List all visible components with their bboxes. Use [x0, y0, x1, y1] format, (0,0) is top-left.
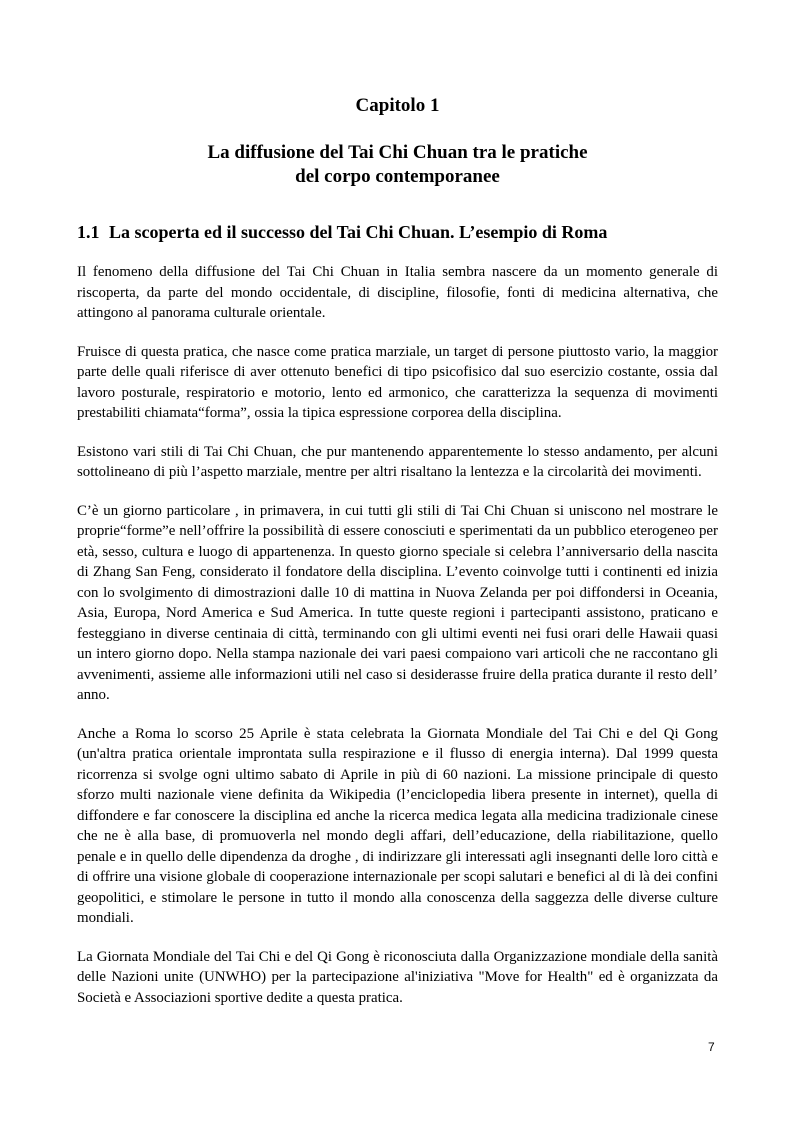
chapter-title: [77, 141, 718, 189]
paragraph-4: C’è un giorno particolare , in primavera, in cui tutti gli stili di Tai Chi Chuan si uniscono nel mostrare le proprie“forme”e nell’offrire la possibilità di essere conosciuti e sperimentati da un pubblico eterogeneo per età, sesso, cultura e luogo di appartenenza. In questo giorno speciale si celebra l’anniversario della nascita di Zhang San Feng, considerato il fondatore della disciplina. L’evento coinvolge tutti i continenti ed inizia con lo svolgimento di dimostrazioni dalle 10 di mattina in Nuova Zelanda per poi diffondersi in Oceania, Asia, Europa, Nord America e Sud America. In tutte queste regioni i partecipanti assistono, praticano e festeggiano in diverse centinaia di città, terminando con gli ultimi eventi nei fusi orari delle Hawaii quasi un intero giorno dopo. Nella stampa nazionale dei vari paesi compaiono vari articoli che ne raccontano gli avvenimenti, assieme alle informazioni utili nel caso si desiderasse fruire della pratica durante il resto dell’ anno.: [77, 502, 718, 703]
paragraph-5: Anche a Roma lo scorso 25 Aprile è stata celebrata la Giornata Mondiale del Tai Chi e del Qi Gong (un'altra pratica orientale improntata sulla respirazione e il flusso di energia interna). Dal 1999 questa ricorrenza si svolge ogni ultimo sabato di Aprile in più di 60 nazioni. La missione principale di questo sforzo multi nazionale viene definita da Wikipedia (l’enciclopedia libera presente in internet), quella di diffondere e far conoscere la disciplina ed anche la ricerca medica legata alla medicina tradizionale cinese che ne è alla base, di promuoverla nel mondo degli affari, dell’educazione, della riabilitazione, quello penale e in quello delle dipendenza da droghe , di indirizzare gli interessati agli insegnanti delle loro città e di offrire una visione globale di cooperazione internazionale per scopi salutari e benefici al di là dei confini geopolitici, e stimolare le persone in tutto il mondo alla conoscenza della saggezza delle diverse culture mondiali.: [77, 725, 718, 926]
paragraph-6: La Giornata Mondiale del Tai Chi e del Qi Gong è riconosciuta dalla Organizzazione mondiale della sanità delle Nazioni unite (UNWHO) per la partecipazione al'iniziativa "Move for Health" ed è organizzata da Società e Associazioni sportive dedite a questa pratica.: [77, 948, 718, 1006]
chapter-title-line-1: La diffusione del Tai Chi Chuan tra le pratiche: [207, 142, 588, 163]
section-number: 1.1: [77, 222, 100, 242]
paragraph-3: Esistono vari stili di Tai Chi Chuan, che pur mantenendo apparentemente lo stesso andamento, per alcuni sottolineano di più l’aspetto marziale, mentre per altri risaltano la lentezza e la circolarità dei movimenti.: [77, 443, 718, 480]
section-heading: [77, 222, 718, 243]
section-title: La scoperta ed il successo del Tai Chi Chuan. L’esempio di Roma: [109, 222, 608, 242]
document-page: [77, 0, 718, 1123]
chapter-title-line-2: del corpo contemporanee: [295, 166, 500, 187]
page-number: 7: [708, 1040, 715, 1054]
paragraph-1: Il fenomeno della diffusione del Tai Chi Chuan in Italia sembra nascere da un momento generale di riscoperta, da parte del mondo occidentale, di discipline, filosofie, fonti di medicina alternativa, che attingono al panorama culturale orientale.: [77, 264, 718, 321]
chapter-heading: Capitolo 1: [355, 95, 440, 116]
paragraph-2: Fruisce di questa pratica, che nasce come pratica marziale, un target di persone piuttosto vario, la maggior parte delle quali riferisce di aver ottenuto benefici di tipo psicofisico dal suo esercizio costante, ossia dal lavoro posturale, respiratorio e motorio, lento ed armonico, che caratterizza la sequenza di movimenti prestabiliti chiamata“forma”, ossia la tipica espressione corporea della disciplina.: [77, 343, 718, 421]
body-text: [77, 262, 718, 1026]
